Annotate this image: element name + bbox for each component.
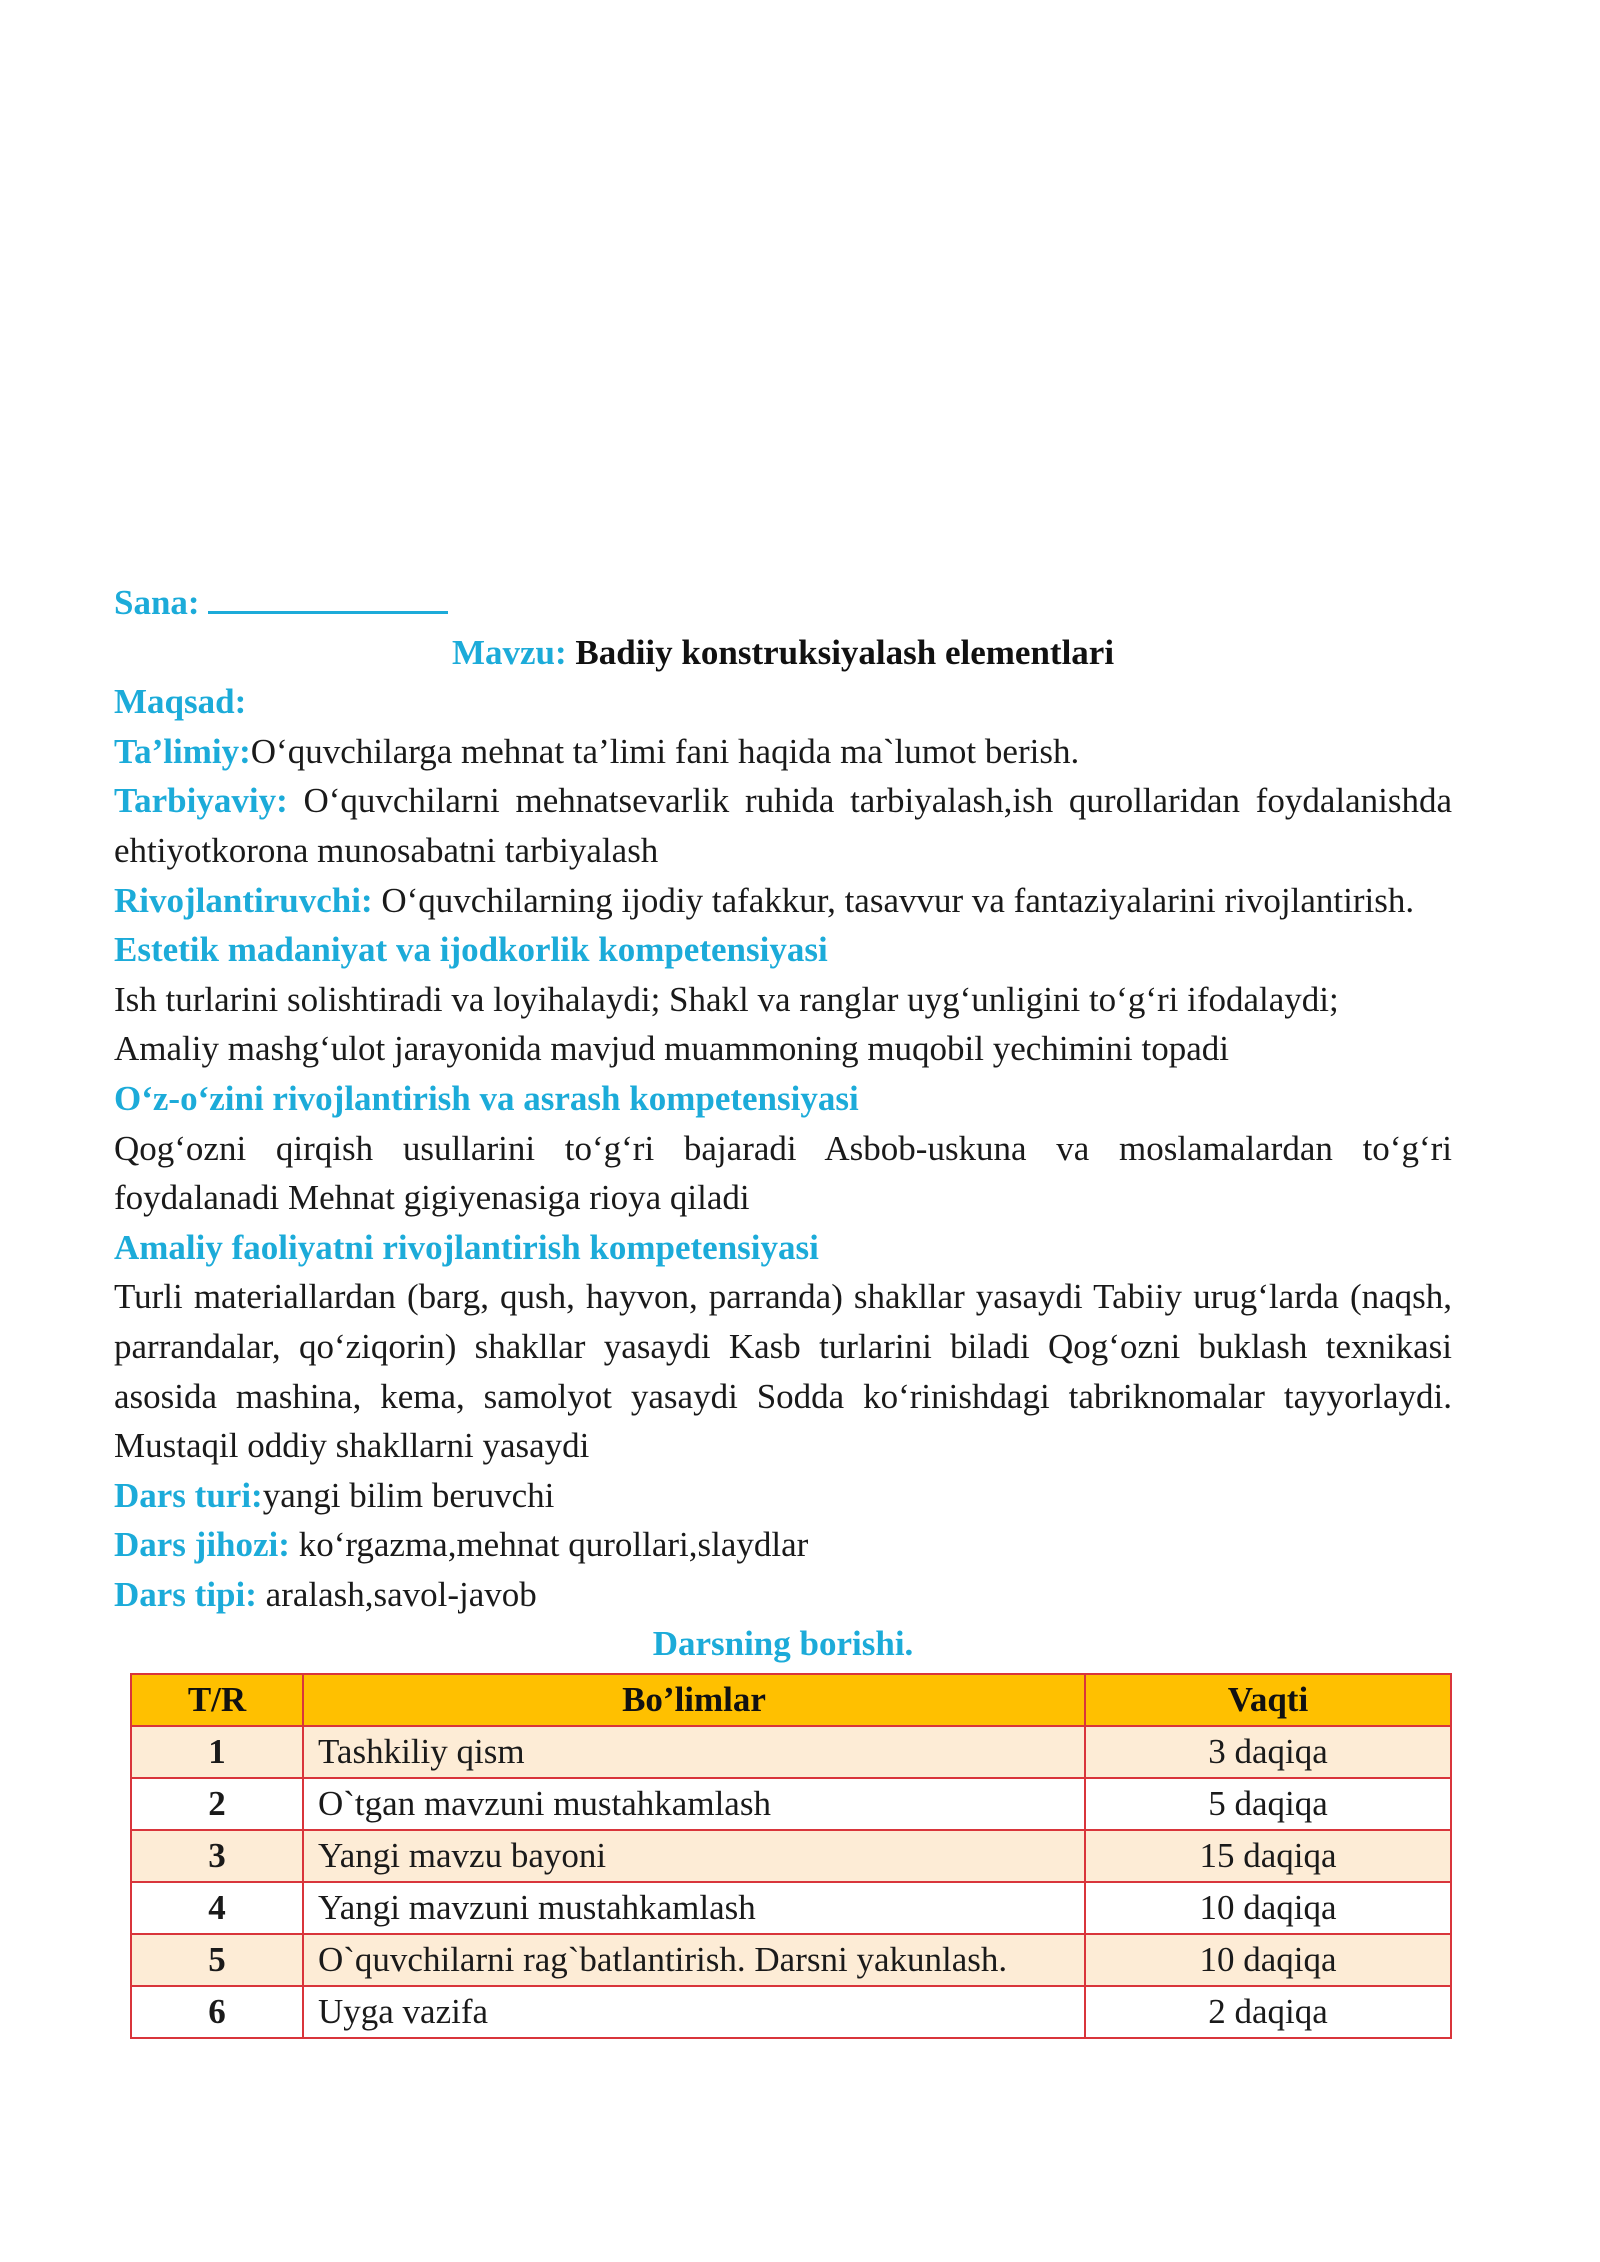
row-time: 10 daqiqa	[1085, 1934, 1451, 1986]
row-time: 15 daqiqa	[1085, 1830, 1451, 1882]
topic-line	[114, 628, 1452, 678]
row-section: Yangi mavzuni mustahkamlash	[303, 1882, 1085, 1934]
table-row	[131, 1986, 1451, 2038]
row-time: 5 daqiqa	[1085, 1778, 1451, 1830]
row-number: 6	[131, 1986, 303, 2038]
lesson-equipment-line	[114, 1520, 1452, 1570]
aesthetic-line-1: Ish turlarini solishtiradi va loyihalaydi; Shakl va ranglar uyg‘unligini to‘g‘ri ifodalaydi;	[114, 979, 1339, 1019]
practical-heading: Amaliy faoliyatni rivojlantirish kompetensiyasi	[114, 1227, 819, 1267]
header-time: Vaqti	[1085, 1674, 1451, 1726]
lesson-plan-page	[114, 578, 1452, 2039]
lesson-kind-line	[114, 1570, 1452, 1620]
course-heading: Darsning borishi.	[652, 1624, 914, 1664]
developing-label: Rivojlantiruvchi:	[114, 880, 373, 920]
row-section: O`quvchilarni rag`batlantirish. Darsni yakunlash.	[303, 1934, 1085, 1986]
upbringing-text: O‘quvchilarni mehnatsevarlik ruhida tarbiyalash,ish qurollaridan foydalanishda ehtiyotkorona munosabatni tarbiyalash	[114, 781, 1452, 870]
table-row	[131, 1882, 1451, 1934]
selfdev-heading: O‘z-o‘zini rivojlantirish va asrash kompetensiyasi	[114, 1078, 859, 1118]
row-number: 3	[131, 1830, 303, 1882]
aesthetic-heading: Estetik madaniyat va ijodkorlik kompetensiyasi	[114, 930, 828, 970]
developing-paragraph	[114, 876, 1452, 926]
aesthetic-line-2: Amaliy mashg‘ulot jarayonida mavjud muammoning muqobil yechimini topadi	[114, 1029, 1229, 1069]
row-time: 3 daqiqa	[1085, 1726, 1451, 1778]
table-row	[131, 1934, 1451, 1986]
topic-title: Badiiy konstruksiyalash elementlari	[575, 632, 1115, 672]
row-time: 2 daqiqa	[1085, 1986, 1451, 2038]
developing-text: O‘quvchilarning ijodiy tafakkur, tasavvur va fantaziyalarini rivojlantirish.	[381, 880, 1415, 920]
row-time: 10 daqiqa	[1085, 1882, 1451, 1934]
goal-line	[114, 677, 1452, 727]
lesson-course-table	[130, 1673, 1452, 2039]
selfdev-text: Qog‘ozni qirqish usullarini to‘g‘ri bajaradi Asbob-uskuna va moslamalardan to‘g‘ri foydalanadi Mehnat gigiyenasiga rioya qiladi	[114, 1128, 1452, 1218]
date-label: Sana:	[114, 583, 200, 622]
table-row	[131, 1778, 1451, 1830]
row-section: Uyga vazifa	[303, 1986, 1085, 2038]
lesson-type-line	[114, 1471, 1452, 1521]
table-header-row	[131, 1674, 1451, 1726]
goal-label: Maqsad:	[114, 682, 247, 722]
lesson-equipment-value: ko‘rgazma,mehnat qurollari,slaydlar	[298, 1525, 809, 1565]
practical-text: Turli materiallardan (barg, qush, hayvon, parranda) shakllar yasaydi Tabiiy urug‘larda (naqsh, parrandalar, qo‘ziqorin) shakllar yasaydi Kasb turlarini biladi Qog‘ozni buklash texnikasi asosida mashina, kema, samolyot yasaydi Sodda ko‘rinishdagi tabriknomalar tayyorlaydi. Mustaqil oddiy shakllarni yasaydi	[114, 1277, 1452, 1466]
educational-text: O‘quvchilarga mehnat ta’limi fani haqida ma`lumot berish.	[250, 731, 1080, 771]
date-blank	[208, 585, 448, 614]
row-section: Tashkiliy qism	[303, 1726, 1085, 1778]
lesson-kind-value: aralash,savol-javob	[265, 1574, 537, 1614]
header-sections: Bo’limlar	[303, 1674, 1085, 1726]
row-section: Yangi mavzu bayoni	[303, 1830, 1085, 1882]
table-row	[131, 1830, 1451, 1882]
table-row	[131, 1726, 1451, 1778]
upbringing-paragraph	[114, 776, 1452, 875]
row-number: 5	[131, 1934, 303, 1986]
row-number: 4	[131, 1882, 303, 1934]
topic-label: Mavzu:	[451, 632, 567, 672]
lesson-kind-label: Dars tipi:	[114, 1574, 257, 1614]
educational-label: Ta’limiy:	[114, 731, 251, 771]
row-number: 1	[131, 1726, 303, 1778]
header-number: T/R	[131, 1674, 303, 1726]
row-section: O`tgan mavzuni mustahkamlash	[303, 1778, 1085, 1830]
upbringing-label: Tarbiyaviy:	[114, 781, 288, 821]
row-number: 2	[131, 1778, 303, 1830]
lesson-equipment-label: Dars jihozi:	[114, 1525, 290, 1565]
educational-line	[114, 727, 1452, 777]
lesson-type-value: yangi bilim beruvchi	[262, 1475, 555, 1515]
lesson-type-label: Dars turi:	[114, 1475, 263, 1515]
date-line	[114, 578, 1452, 628]
